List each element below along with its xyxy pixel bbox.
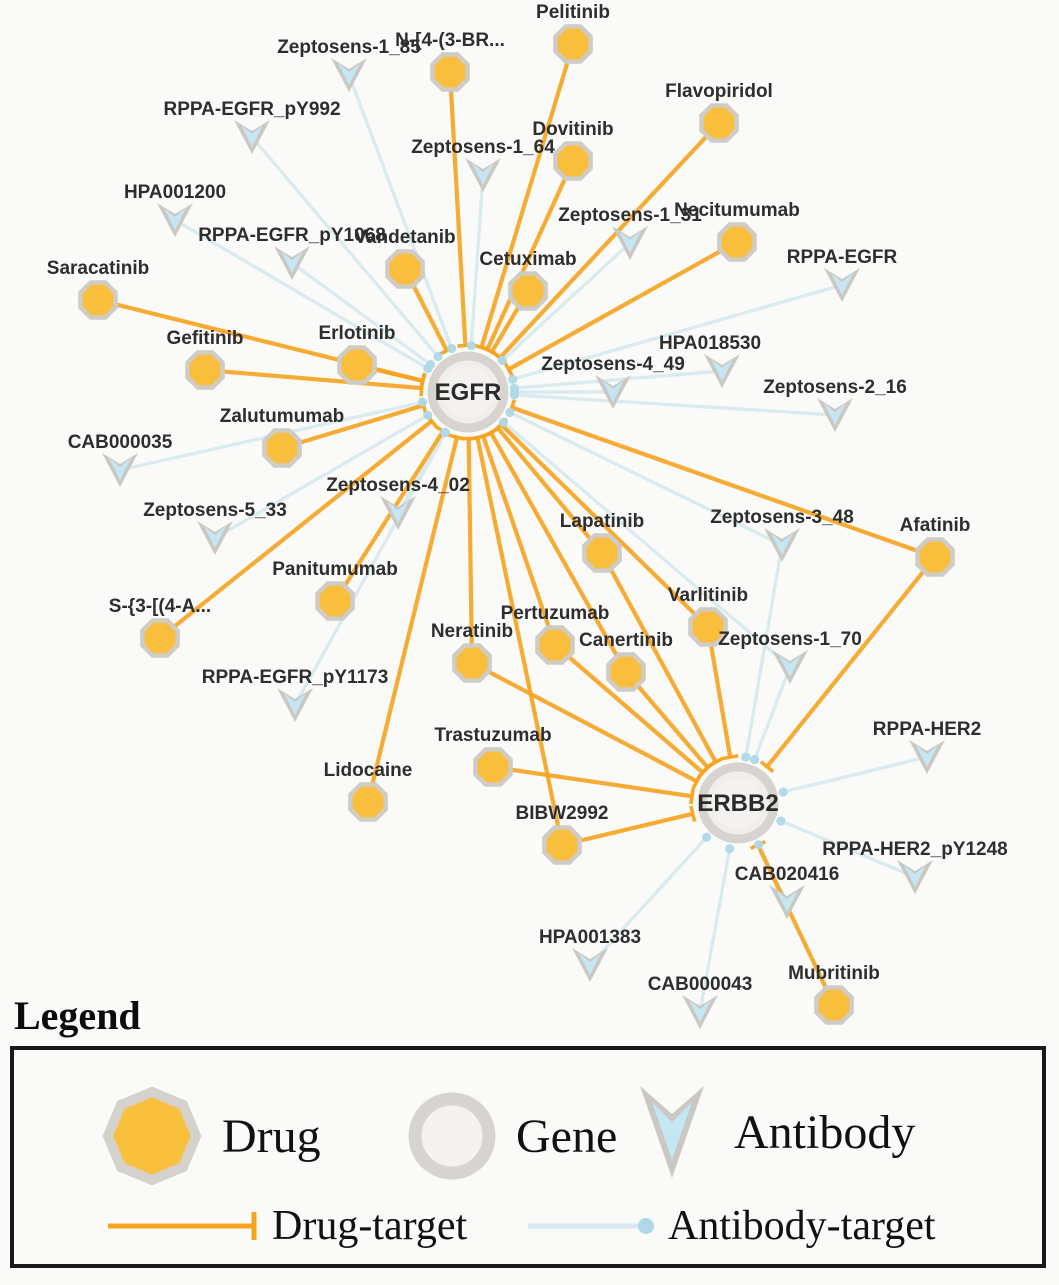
drug-octagon-Cetuximab bbox=[510, 273, 545, 308]
label-Trastuzumab: Trastuzumab bbox=[434, 725, 551, 746]
node-HPA001200[interactable] bbox=[157, 203, 193, 237]
node-RPPA-HER2[interactable] bbox=[909, 740, 945, 774]
drug-octagon-Panitumumab bbox=[317, 583, 352, 618]
label-HPA001383: HPA001383 bbox=[539, 927, 641, 948]
drug-octagon-Mubritinib bbox=[816, 987, 851, 1022]
label-S3A: S-{3-[(4-A... bbox=[109, 596, 211, 617]
node-Lidocaine[interactable] bbox=[350, 784, 385, 819]
node-RPPA-EGFR_pY1068[interactable] bbox=[274, 246, 310, 280]
edge-dot-Zeptosens-1_70 bbox=[499, 418, 508, 427]
edge-dot-CAB000043 bbox=[725, 844, 734, 853]
drug-octagon-Canertinib bbox=[608, 654, 643, 689]
edge-dot-RPPA-EGFR_pY1173 bbox=[441, 428, 450, 437]
edge-dot-Zeptosens-3_48 bbox=[505, 408, 514, 417]
drug-octagon-S3A bbox=[142, 620, 177, 655]
drug-octagon-Trastuzumab bbox=[475, 749, 510, 784]
label-Lapatinib: Lapatinib bbox=[560, 511, 644, 532]
node-Pelitinib[interactable] bbox=[555, 26, 590, 61]
edge-dot-HPA001383 bbox=[702, 833, 711, 842]
label-Pelitinib: Pelitinib bbox=[536, 2, 610, 23]
label-Zeptosens-1_85: Zeptosens-1_85 bbox=[277, 37, 421, 58]
drug-octagon-Necitumumab bbox=[719, 224, 754, 259]
edge-NBR-EGFR bbox=[450, 72, 465, 346]
node-RPPA-HER2_pY1248[interactable] bbox=[897, 860, 933, 894]
label-Zeptosens-1_70: Zeptosens-1_70 bbox=[718, 629, 862, 650]
legend-gene-label: Gene bbox=[516, 1109, 617, 1164]
drug-octagon-Saracatinib bbox=[80, 282, 115, 317]
legend-item-drug-target bbox=[104, 1202, 467, 1250]
node-Mubritinib[interactable] bbox=[816, 987, 851, 1022]
node-Trastuzumab[interactable] bbox=[475, 749, 510, 784]
node-Zeptosens-3_48[interactable] bbox=[764, 528, 800, 562]
edge-Zeptosens-3_48-ERBB2 bbox=[746, 545, 782, 757]
edge-tee-Lidocaine bbox=[449, 435, 465, 439]
edge-Trastuzumab-ERBB2 bbox=[493, 767, 692, 796]
drug-octagon-Gefitinib bbox=[187, 352, 222, 387]
drug-octagon-Pertuzumab bbox=[537, 627, 572, 662]
label-HPA018530: HPA018530 bbox=[659, 333, 761, 354]
label-Neratinib: Neratinib bbox=[431, 621, 513, 642]
label-Zeptosens-2_16: Zeptosens-2_16 bbox=[763, 377, 907, 398]
label-Dovitinib: Dovitinib bbox=[532, 119, 613, 140]
legend-item-antibody-target bbox=[524, 1202, 936, 1250]
edge-dot-Zeptosens-1_70 bbox=[750, 755, 759, 764]
label-Zeptosens-1_64: Zeptosens-1_64 bbox=[411, 137, 555, 158]
drug-octagon-Lidocaine bbox=[350, 784, 385, 819]
label-Erlotinib: Erlotinib bbox=[318, 323, 395, 344]
node-Pertuzumab[interactable] bbox=[537, 627, 572, 662]
edge-dot-Zeptosens-1_31 bbox=[498, 356, 507, 365]
label-ERBB2: ERBB2 bbox=[697, 790, 778, 817]
edge-Zeptosens-1_85-EGFR bbox=[349, 75, 452, 348]
label-Zeptosens-1_31: Zeptosens-1_31 bbox=[558, 205, 702, 226]
label-Saracatinib: Saracatinib bbox=[47, 258, 149, 279]
edge-dot-Zeptosens-1_85 bbox=[447, 344, 456, 353]
label-Vandetanib: Vandetanib bbox=[354, 227, 455, 248]
label-RPPA-EGFR_pY1068: RPPA-EGFR_pY1068 bbox=[198, 225, 386, 246]
legend-item-antibody bbox=[632, 1078, 915, 1186]
edge-dot-RPPA-EGFR bbox=[508, 375, 517, 384]
label-Flavopiridol: Flavopiridol bbox=[665, 81, 773, 102]
edge-dot-Zeptosens-2_16 bbox=[510, 390, 519, 399]
legend-item-drug bbox=[100, 1084, 321, 1188]
drug-target-edge-icon bbox=[104, 1208, 266, 1244]
label-Canertinib: Canertinib bbox=[579, 630, 673, 651]
edge-dot-CAB020416 bbox=[754, 840, 763, 849]
drug-octagon-Neratinib bbox=[454, 645, 489, 680]
drug-octagon-NBR bbox=[432, 54, 467, 89]
node-RPPA-EGFR_pY992[interactable] bbox=[234, 120, 270, 154]
node-Gefitinib[interactable] bbox=[187, 352, 222, 387]
legend-item-gene bbox=[404, 1088, 617, 1184]
edge-dot-CAB000035 bbox=[418, 398, 427, 407]
node-CAB020416[interactable] bbox=[769, 885, 805, 919]
edge-dot-Zeptosens-1_64 bbox=[467, 341, 476, 350]
node-Afatinib[interactable] bbox=[917, 539, 952, 574]
label-EGFR: EGFR bbox=[435, 379, 502, 406]
drug-octagon-Zalutumumab bbox=[264, 430, 299, 465]
node-Cetuximab[interactable] bbox=[510, 273, 545, 308]
node-CAB000035[interactable] bbox=[102, 453, 138, 487]
node-Necitumumab[interactable] bbox=[719, 224, 754, 259]
label-Necitumumab: Necitumumab bbox=[674, 200, 800, 221]
label-Pertuzumab: Pertuzumab bbox=[501, 603, 610, 624]
label-CAB020416: CAB020416 bbox=[735, 864, 840, 885]
node-Canertinib[interactable] bbox=[608, 654, 643, 689]
label-Zeptosens-3_48: Zeptosens-3_48 bbox=[710, 507, 854, 528]
node-Saracatinib[interactable] bbox=[80, 282, 115, 317]
edge-dot-RPPA-EGFR_pY1068 bbox=[426, 360, 435, 369]
node-NBR[interactable] bbox=[432, 54, 467, 89]
drug-octagon-Lapatinib bbox=[584, 535, 619, 570]
node-Panitumumab[interactable] bbox=[317, 583, 352, 618]
label-Zeptosens-4_49: Zeptosens-4_49 bbox=[541, 354, 685, 375]
drug-octagon-Vandetanib bbox=[387, 251, 422, 286]
drug-octagon-icon bbox=[100, 1084, 204, 1188]
edge-tee-Trastuzumab bbox=[691, 788, 693, 804]
legend-antibody-label: Antibody bbox=[734, 1105, 915, 1160]
antibody-target-edge-icon bbox=[524, 1208, 658, 1244]
label-Zeptosens-4_02: Zeptosens-4_02 bbox=[326, 475, 470, 496]
label-RPPA-HER2: RPPA-HER2 bbox=[873, 719, 981, 740]
edge-dot-Zeptosens-3_48 bbox=[741, 753, 750, 762]
node-Erlotinib[interactable] bbox=[339, 347, 374, 382]
label-RPPA-HER2_pY1248: RPPA-HER2_pY1248 bbox=[822, 839, 1008, 860]
label-Cetuximab: Cetuximab bbox=[479, 249, 576, 270]
gene-circle-icon bbox=[404, 1088, 500, 1184]
label-BIBW2992: BIBW2992 bbox=[516, 803, 609, 824]
legend-drug-label: Drug bbox=[222, 1109, 321, 1164]
node-RPPA-EGFR_pY1173[interactable] bbox=[277, 688, 313, 722]
edge-dot-Zeptosens-5_33 bbox=[423, 411, 432, 420]
label-Zeptosens-5_33: Zeptosens-5_33 bbox=[143, 500, 287, 521]
label-RPPA-EGFR_pY992: RPPA-EGFR_pY992 bbox=[163, 99, 340, 120]
drug-octagon-Flavopiridol bbox=[701, 105, 736, 140]
label-RPPA-EGFR: RPPA-EGFR bbox=[787, 247, 898, 268]
node-BIBW2992[interactable] bbox=[544, 827, 579, 862]
edge-RPPA-HER2-ERBB2 bbox=[783, 757, 927, 792]
drug-octagon-Erlotinib bbox=[339, 347, 374, 382]
label-CAB000035: CAB000035 bbox=[68, 432, 173, 453]
legend-box bbox=[10, 1046, 1046, 1268]
edge-dot-RPPA-EGFR_pY992 bbox=[433, 352, 442, 361]
edge-tee-Varlitinib bbox=[722, 756, 738, 759]
drug-octagon-Pelitinib bbox=[555, 26, 590, 61]
edge-dot-RPPA-HER2_pY1248 bbox=[776, 816, 785, 825]
node-Vandetanib[interactable] bbox=[387, 251, 422, 286]
node-Lapatinib[interactable] bbox=[584, 535, 619, 570]
label-CAB000043: CAB000043 bbox=[648, 974, 753, 995]
node-CAB000043[interactable] bbox=[682, 995, 718, 1029]
antibody-chevron-icon bbox=[632, 1078, 712, 1186]
node-Dovitinib[interactable] bbox=[555, 143, 590, 178]
drug-octagon-Afatinib bbox=[917, 539, 952, 574]
edge-tee-BIBW2992 bbox=[691, 806, 695, 822]
node-Neratinib[interactable] bbox=[454, 645, 489, 680]
node-Zalutumumab[interactable] bbox=[264, 430, 299, 465]
legend-title: Legend bbox=[14, 992, 141, 1039]
drug-octagon-BIBW2992 bbox=[544, 827, 579, 862]
node-Zeptosens-5_33[interactable] bbox=[197, 521, 233, 555]
node-S3A[interactable] bbox=[142, 620, 177, 655]
edge-tee-Erlotinib bbox=[421, 373, 425, 389]
node-Zeptosens-1_70[interactable] bbox=[772, 650, 808, 684]
label-Zalutumumab: Zalutumumab bbox=[220, 406, 345, 427]
edge-Flavopiridol-EGFR bbox=[500, 123, 719, 358]
node-RPPA-EGFR[interactable] bbox=[824, 268, 860, 302]
label-HPA001200: HPA001200 bbox=[124, 182, 226, 203]
node-HPA001383[interactable] bbox=[572, 948, 608, 982]
label-Lidocaine: Lidocaine bbox=[324, 760, 413, 781]
label-Afatinib: Afatinib bbox=[900, 515, 971, 536]
legend-antibody-target-label: Antibody-target bbox=[668, 1202, 936, 1250]
label-NBR: N-[4-(3-BR... bbox=[395, 30, 505, 51]
label-Gefitinib: Gefitinib bbox=[166, 328, 243, 349]
node-Zeptosens-1_85[interactable] bbox=[331, 58, 367, 92]
label-RPPA-EGFR_pY1173: RPPA-EGFR_pY1173 bbox=[202, 667, 389, 688]
edge-dot-RPPA-HER2 bbox=[779, 787, 788, 796]
drug-octagon-Dovitinib bbox=[555, 143, 590, 178]
label-Mubritinib: Mubritinib bbox=[788, 963, 880, 984]
node-Zeptosens-1_64[interactable] bbox=[465, 158, 501, 192]
legend-drug-target-label: Drug-target bbox=[272, 1202, 467, 1250]
label-Varlitinib: Varlitinib bbox=[668, 585, 748, 606]
node-Flavopiridol[interactable] bbox=[701, 105, 736, 140]
label-Panitumumab: Panitumumab bbox=[272, 559, 398, 580]
